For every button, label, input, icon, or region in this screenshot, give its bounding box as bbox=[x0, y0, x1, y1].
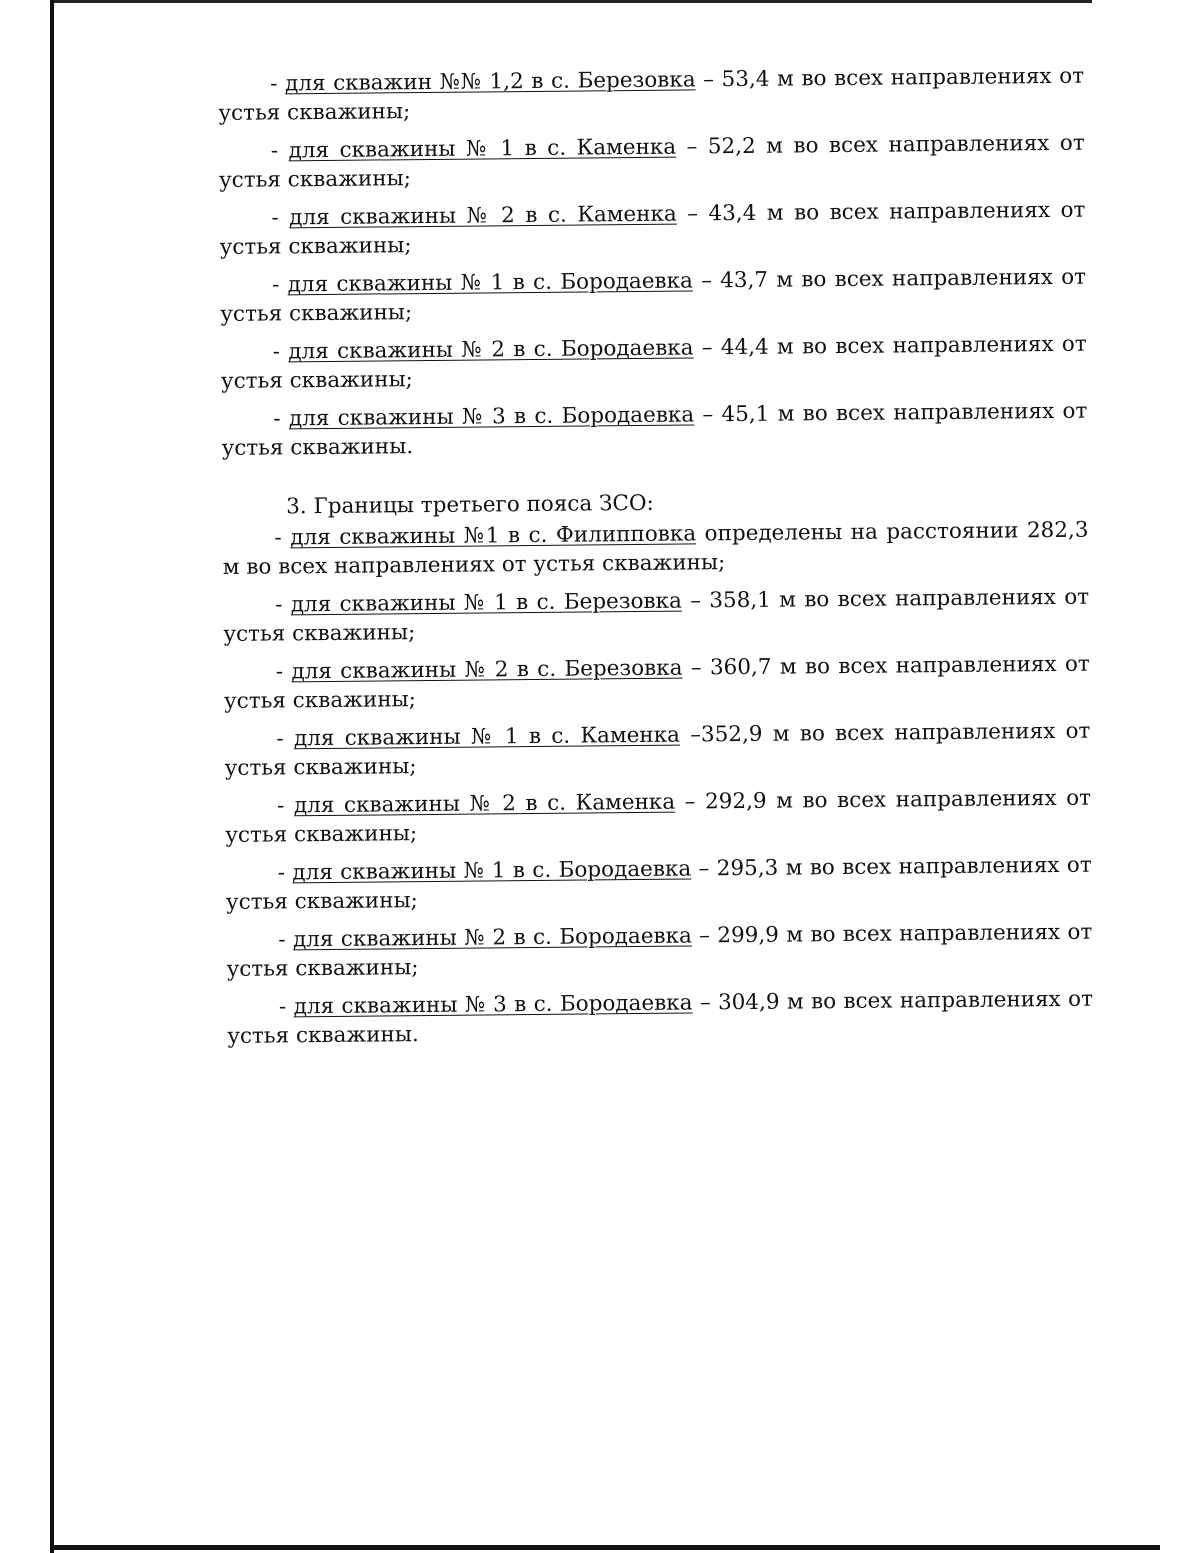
well-location: для скважины № 1 в с. Березовка bbox=[290, 588, 682, 618]
list-item: - для скважины № 1 в с. Каменка – 52,2 м во всех направлениях от устья скважины; bbox=[218, 130, 1085, 193]
list-item: - для скважины №1 в с. Филипповка определены на расстоянии 282,3 м во всех направлениях от устья скважины; bbox=[222, 517, 1089, 580]
list-item: - для скважины № 1 в с. Каменка –352,9 м во всех направлениях от устья скважины; bbox=[224, 718, 1091, 781]
section-heading: 3. Границы третьего пояса ЗСО: bbox=[286, 490, 654, 520]
scan-edge-bottom bbox=[50, 1545, 1160, 1550]
well-location: для скважины № 1 в с. Каменка bbox=[293, 722, 681, 752]
list-item: - для скважины № 2 в с. Бородаевка – 299,9 м во всех направлениях от устья скважины; bbox=[226, 919, 1093, 982]
list-item: - для скважины № 3 в с. Бородаевка – 304,9 м во всех направлениях от устья скважины. bbox=[227, 986, 1094, 1049]
zone3-list bbox=[222, 516, 1093, 1051]
list-item: - для скважины № 1 в с. Бородаевка – 295,3 м во всех направлениях от устья скважины; bbox=[225, 852, 1092, 915]
well-location: для скважины № 1 в с. Бородаевка bbox=[287, 268, 693, 298]
scan-edge-left bbox=[50, 0, 54, 1553]
well-location: для скважины №1 в с. Филипповка bbox=[290, 521, 697, 551]
list-item: - для скважины № 3 в с. Бородаевка – 45,1 м во всех направлениях от устья скважины. bbox=[221, 398, 1088, 461]
list-item: - для скважины № 2 в с. Бородаевка – 44,4 м во всех направлениях от устья скважины; bbox=[220, 331, 1087, 394]
well-location: для скважины № 1 в с. Каменка bbox=[288, 134, 677, 164]
document-page bbox=[218, 62, 1093, 1060]
scan-edge-top bbox=[52, 0, 1092, 3]
well-location: для скважины № 2 в с. Бородаевка bbox=[292, 923, 692, 953]
well-location: для скважины № 2 в с. Березовка bbox=[291, 655, 683, 685]
zone2-list bbox=[218, 62, 1088, 463]
well-location: для скважины № 3 в с. Бородаевка bbox=[288, 402, 695, 432]
list-item: - для скважины № 1 в с. Березовка – 358,1 м во всех направлениях от устья скважины; bbox=[223, 584, 1090, 647]
list-item: - для скважин №№ 1,2 в с. Березовка – 53,4 м во всех направлениях от устья скважины; bbox=[218, 63, 1085, 126]
list-item: - для скважины № 1 в с. Бородаевка – 43,7 м во всех направлениях от устья скважины; bbox=[220, 264, 1087, 327]
list-item: - для скважины № 2 в с. Каменка – 43,4 м во всех направлениях от устья скважины; bbox=[219, 197, 1086, 260]
well-location: для скважины № 2 в с. Бородаевка bbox=[288, 335, 694, 365]
well-location: для скважины № 2 в с. Каменка bbox=[289, 201, 677, 231]
well-location: для скважины № 3 в с. Бородаевка bbox=[293, 990, 693, 1020]
list-item: - для скважины № 2 в с. Каменка – 292,9 м во всех направлениях от устья скважины; bbox=[225, 785, 1092, 848]
well-location: для скважины № 2 в с. Каменка bbox=[293, 789, 676, 819]
well-location: для скважин №№ 1,2 в с. Березовка bbox=[284, 67, 696, 97]
well-location: для скважины № 1 в с. Бородаевка bbox=[292, 856, 692, 886]
list-item: - для скважины № 2 в с. Березовка – 360,7 м во всех направлениях от устья скважины; bbox=[223, 651, 1090, 714]
